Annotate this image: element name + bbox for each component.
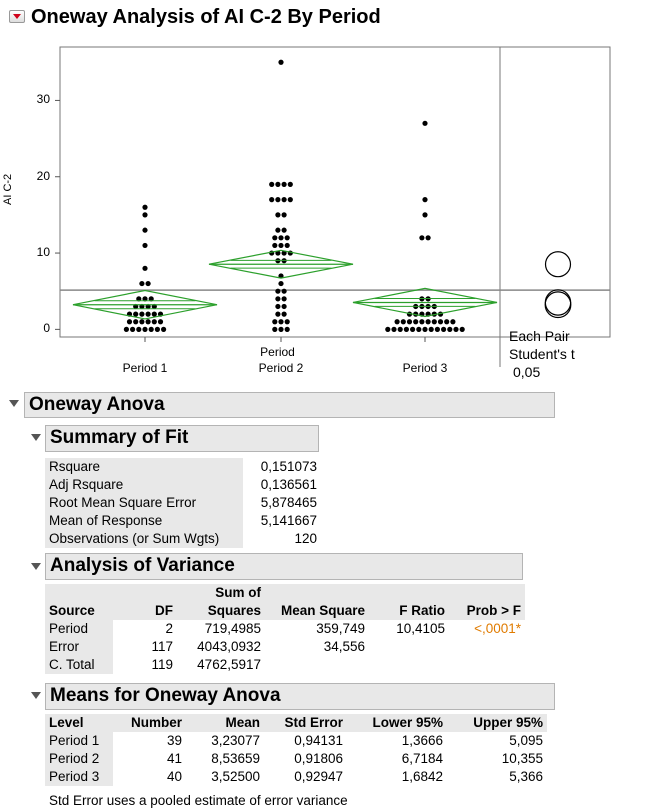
data-point bbox=[282, 296, 287, 301]
data-point bbox=[124, 327, 129, 332]
col-f-ratio: F Ratio bbox=[369, 584, 449, 620]
data-point bbox=[422, 212, 427, 217]
means-title: Means for Oneway Anova bbox=[50, 685, 281, 706]
data-point bbox=[426, 235, 431, 240]
summary-value: 0,151073 bbox=[260, 459, 317, 474]
data-point bbox=[139, 312, 144, 317]
x-axis-label: Period bbox=[260, 345, 295, 359]
data-point bbox=[272, 243, 277, 248]
aov-df: 119 bbox=[151, 657, 173, 672]
data-point bbox=[142, 243, 147, 248]
data-point bbox=[422, 121, 427, 126]
means-row bbox=[45, 732, 547, 750]
data-point bbox=[447, 327, 452, 332]
aov-ms: 359,749 bbox=[316, 621, 365, 636]
data-point bbox=[460, 327, 465, 332]
data-point bbox=[275, 296, 280, 301]
data-point bbox=[410, 327, 415, 332]
data-point bbox=[136, 327, 141, 332]
means-upper: 5,095 bbox=[509, 733, 543, 748]
analysis-of-variance-header[interactable] bbox=[45, 553, 523, 580]
data-point bbox=[422, 197, 427, 202]
data-point bbox=[429, 327, 434, 332]
summary-value: 120 bbox=[294, 531, 317, 546]
aov-f bbox=[369, 656, 449, 674]
data-point bbox=[278, 243, 283, 248]
col-number: Number bbox=[113, 714, 186, 732]
means-mean: 3,52500 bbox=[211, 769, 260, 784]
means-lower: 1,6842 bbox=[401, 769, 443, 784]
data-point bbox=[282, 212, 287, 217]
col-df: DF bbox=[113, 584, 177, 620]
summary-label: Adj Rsquare bbox=[45, 476, 243, 494]
data-point bbox=[275, 228, 280, 233]
data-point bbox=[419, 319, 424, 324]
means-level: Period 1 bbox=[45, 732, 113, 750]
data-point bbox=[269, 197, 274, 202]
data-point bbox=[133, 319, 138, 324]
aov-ss: 719,4985 bbox=[204, 621, 261, 636]
data-point bbox=[152, 319, 157, 324]
x-tick-label: Period 2 bbox=[258, 361, 304, 375]
data-point bbox=[142, 205, 147, 210]
aov-f bbox=[369, 638, 449, 656]
oneway-anova-header[interactable] bbox=[24, 392, 555, 418]
data-point bbox=[275, 182, 280, 187]
aov-prob: <,0001* bbox=[474, 621, 521, 636]
data-point bbox=[419, 235, 424, 240]
data-point bbox=[142, 266, 147, 271]
col-level: Level bbox=[45, 714, 113, 732]
means-se: 0,94131 bbox=[294, 733, 343, 748]
report-menu-red-triangle[interactable] bbox=[9, 10, 25, 23]
aov-row bbox=[45, 638, 525, 656]
data-point bbox=[142, 212, 147, 217]
analysis-of-variance-title: Analysis of Variance bbox=[50, 555, 235, 576]
aov-source: Error bbox=[45, 638, 113, 656]
compare-circles-legend bbox=[509, 327, 575, 381]
data-point bbox=[275, 212, 280, 217]
means-number: 40 bbox=[166, 769, 182, 784]
summary-row bbox=[45, 476, 321, 494]
plot-frame bbox=[60, 47, 610, 337]
aov-df: 2 bbox=[165, 621, 173, 636]
means-lower: 6,7184 bbox=[401, 751, 443, 766]
means-se: 0,92947 bbox=[294, 769, 343, 784]
data-point bbox=[285, 319, 290, 324]
data-point bbox=[441, 327, 446, 332]
data-point bbox=[385, 327, 390, 332]
y-tick-label: 10 bbox=[36, 245, 50, 260]
aov-source: Period bbox=[45, 620, 113, 638]
y-axis-label: AI C-2 bbox=[2, 173, 14, 205]
summary-of-fit-disclosure-icon[interactable] bbox=[31, 434, 41, 441]
data-point bbox=[282, 312, 287, 317]
summary-label: Root Mean Square Error bbox=[45, 494, 243, 512]
data-point bbox=[398, 327, 403, 332]
data-point bbox=[149, 327, 154, 332]
data-point bbox=[142, 228, 147, 233]
data-point bbox=[426, 319, 431, 324]
summary-label: Observations (or Sum Wgts) bbox=[45, 530, 243, 548]
means-level: Period 2 bbox=[45, 750, 113, 768]
summary-of-fit-table bbox=[45, 458, 321, 548]
data-point bbox=[278, 60, 283, 65]
data-point bbox=[142, 327, 147, 332]
data-point bbox=[272, 235, 277, 240]
compare-students-t: Student's t bbox=[509, 346, 575, 362]
data-point bbox=[285, 243, 290, 248]
data-point bbox=[130, 327, 135, 332]
aov-row bbox=[45, 620, 525, 638]
data-point bbox=[146, 312, 151, 317]
summary-value: 5,878465 bbox=[260, 495, 317, 510]
data-point bbox=[275, 197, 280, 202]
means-mean: 8,53659 bbox=[211, 751, 260, 766]
data-point bbox=[422, 327, 427, 332]
summary-row bbox=[45, 512, 321, 530]
summary-row bbox=[45, 494, 321, 512]
means-se: 0,91806 bbox=[294, 751, 343, 766]
compare-each-pair: Each Pair bbox=[509, 328, 570, 344]
aov-prob bbox=[449, 656, 525, 674]
col-mean: Mean bbox=[186, 714, 264, 732]
col-source: Source bbox=[45, 584, 113, 620]
means-row bbox=[45, 768, 547, 786]
data-point bbox=[444, 319, 449, 324]
col-std-error: Std Error bbox=[264, 714, 347, 732]
summary-row bbox=[45, 458, 321, 476]
analysis-of-variance-table bbox=[45, 584, 525, 674]
means-mean: 3,23077 bbox=[211, 733, 260, 748]
data-point bbox=[404, 327, 409, 332]
data-point bbox=[133, 312, 138, 317]
summary-label: Mean of Response bbox=[45, 512, 243, 530]
y-tick-label: 30 bbox=[36, 92, 50, 107]
x-tick-label: Period 3 bbox=[402, 361, 448, 375]
col-mean-square: Mean Square bbox=[265, 584, 369, 620]
aov-df: 117 bbox=[151, 639, 173, 654]
data-point bbox=[155, 327, 160, 332]
data-point bbox=[278, 319, 283, 324]
summary-of-fit-title: Summary of Fit bbox=[50, 427, 189, 448]
data-point bbox=[391, 327, 396, 332]
data-point bbox=[453, 327, 458, 332]
data-point bbox=[278, 235, 283, 240]
data-point bbox=[413, 319, 418, 324]
data-point bbox=[278, 327, 283, 332]
aov-ms bbox=[265, 656, 369, 674]
aov-ss: 4762,5917 bbox=[197, 657, 261, 672]
aov-ms: 34,556 bbox=[323, 639, 365, 654]
means-number: 39 bbox=[166, 733, 182, 748]
data-point bbox=[275, 304, 280, 309]
data-point bbox=[272, 319, 277, 324]
aov-source: C. Total bbox=[45, 656, 113, 674]
means-upper: 5,366 bbox=[509, 769, 543, 784]
means-table bbox=[45, 714, 547, 786]
data-point bbox=[288, 182, 293, 187]
col-lower-95: Lower 95% bbox=[347, 714, 447, 732]
col-ss-line1: Sum of bbox=[177, 584, 265, 602]
summary-value: 0,136561 bbox=[260, 477, 317, 492]
report-title-header[interactable] bbox=[27, 5, 492, 29]
data-point bbox=[416, 327, 421, 332]
analysis-of-variance-disclosure-icon[interactable] bbox=[31, 563, 41, 570]
data-point bbox=[407, 319, 412, 324]
data-point bbox=[139, 319, 144, 324]
col-ss-line2: Squares bbox=[177, 602, 265, 620]
data-point bbox=[285, 327, 290, 332]
x-tick-label: Period 1 bbox=[122, 361, 168, 375]
summary-label: Rsquare bbox=[45, 458, 243, 476]
data-point bbox=[395, 319, 400, 324]
data-point bbox=[272, 327, 277, 332]
compare-alpha: 0,05 bbox=[513, 364, 541, 380]
data-point bbox=[435, 327, 440, 332]
summary-value: 5,141667 bbox=[260, 513, 317, 528]
means-header[interactable] bbox=[45, 683, 555, 710]
data-point bbox=[282, 197, 287, 202]
means-lower: 1,3666 bbox=[401, 733, 443, 748]
data-point bbox=[146, 281, 151, 286]
data-point bbox=[158, 319, 163, 324]
oneway-anova-title: Oneway Anova bbox=[29, 394, 165, 415]
data-point bbox=[152, 312, 157, 317]
aov-prob bbox=[449, 638, 525, 656]
data-point bbox=[432, 319, 437, 324]
summary-of-fit-header[interactable] bbox=[45, 425, 319, 452]
data-point bbox=[450, 319, 455, 324]
data-point bbox=[401, 319, 406, 324]
oneway-anova-disclosure-icon[interactable] bbox=[9, 400, 19, 407]
data-point bbox=[278, 281, 283, 286]
data-point bbox=[139, 281, 144, 286]
summary-row bbox=[45, 530, 321, 548]
data-point bbox=[146, 319, 151, 324]
data-point bbox=[285, 235, 290, 240]
data-point bbox=[438, 319, 443, 324]
col-upper-95: Upper 95% bbox=[447, 714, 547, 732]
y-tick-label: 20 bbox=[36, 168, 50, 183]
data-point bbox=[275, 289, 280, 294]
data-point bbox=[161, 327, 166, 332]
data-point bbox=[282, 289, 287, 294]
means-number: 41 bbox=[166, 751, 182, 766]
aov-f: 10,4105 bbox=[396, 621, 445, 636]
data-point bbox=[282, 182, 287, 187]
data-point bbox=[127, 319, 132, 324]
aov-row bbox=[45, 656, 525, 674]
means-footnote: Std Error uses a pooled estimate of error variance bbox=[49, 793, 348, 808]
data-point bbox=[282, 228, 287, 233]
y-tick-label: 0 bbox=[43, 321, 50, 336]
means-upper: 10,355 bbox=[501, 751, 543, 766]
data-point bbox=[275, 312, 280, 317]
data-point bbox=[288, 197, 293, 202]
report-title: Oneway Analysis of AI C-2 By Period bbox=[31, 6, 381, 28]
means-row bbox=[45, 750, 547, 768]
means-disclosure-icon[interactable] bbox=[31, 692, 41, 699]
data-point bbox=[282, 304, 287, 309]
data-point bbox=[269, 182, 274, 187]
means-level: Period 3 bbox=[45, 768, 113, 786]
col-prob-f: Prob > F bbox=[449, 584, 525, 620]
aov-ss: 4043,0932 bbox=[197, 639, 261, 654]
